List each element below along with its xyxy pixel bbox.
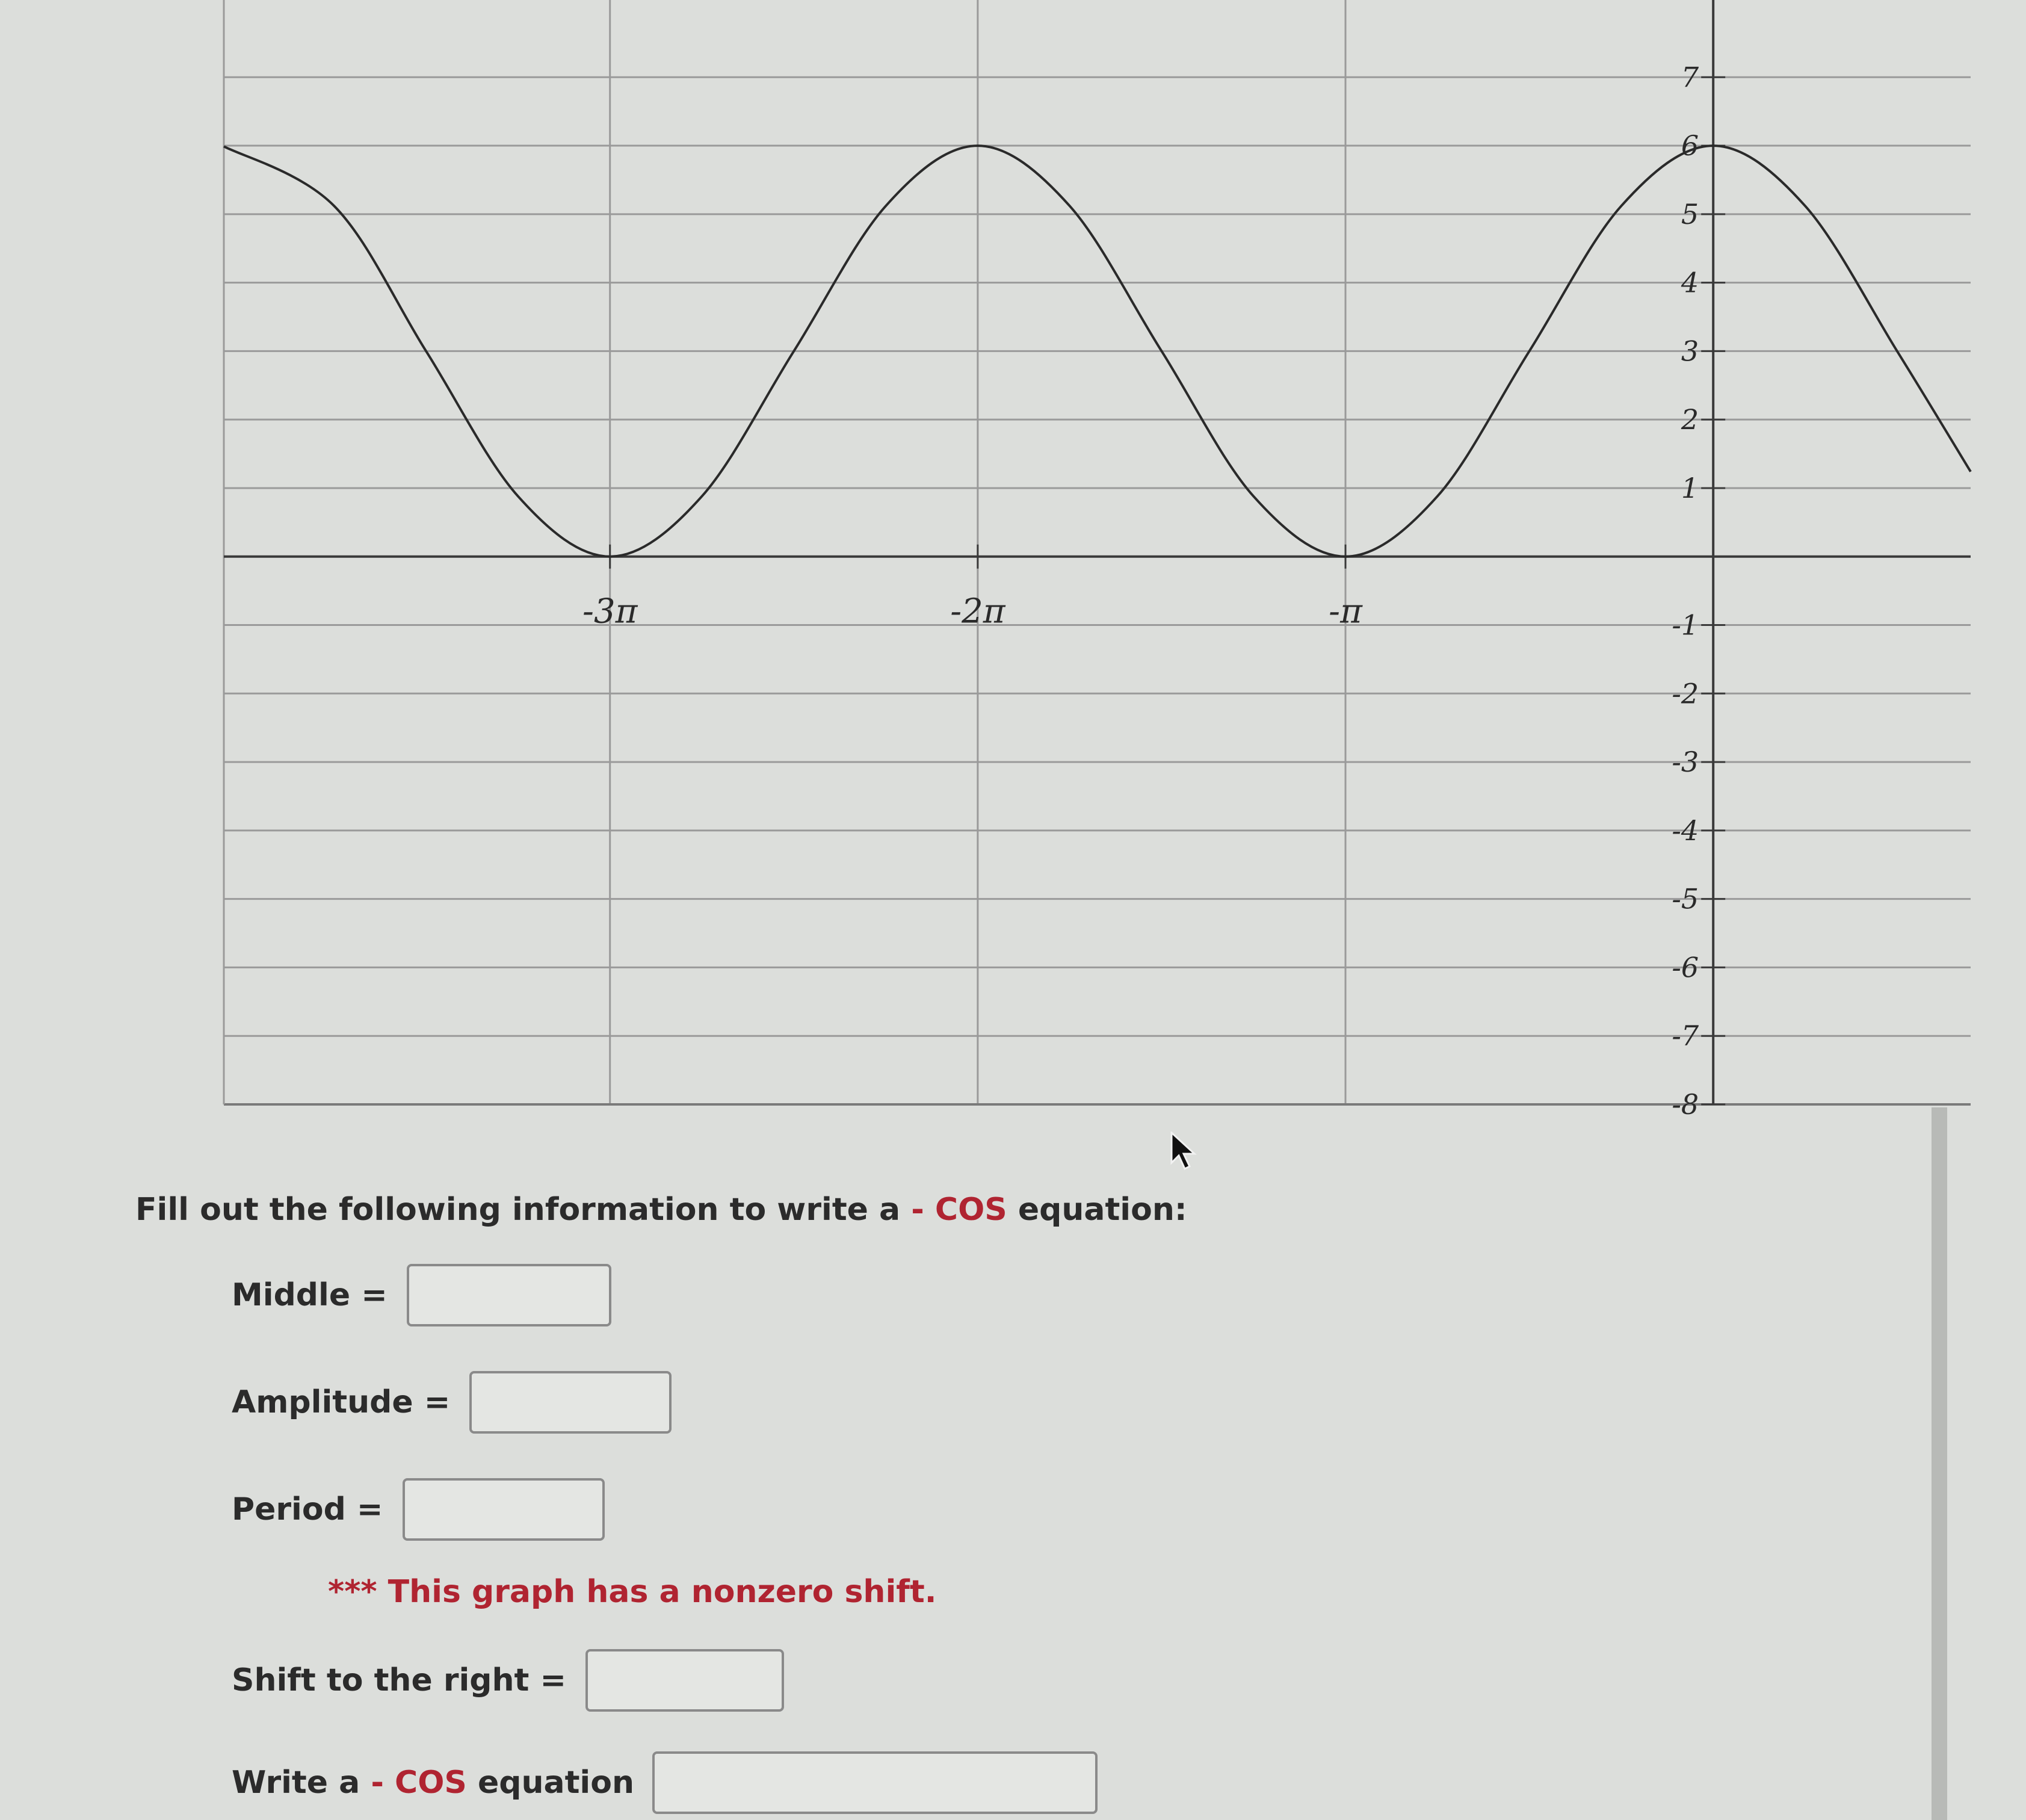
- form-prompt: [135, 1192, 1187, 1228]
- period-input[interactable]: [403, 1478, 605, 1541]
- equation-func-name: - COS: [371, 1765, 467, 1801]
- mouse-pointer-icon: [1170, 1131, 1197, 1171]
- period-label: Period =: [232, 1491, 394, 1528]
- shift-input[interactable]: [585, 1649, 784, 1712]
- y-tick-label: -8: [1672, 1088, 1699, 1121]
- y-tick-label: -1: [1672, 608, 1699, 642]
- y-tick-label: -6: [1672, 951, 1699, 984]
- y-tick-label: 6: [1681, 129, 1699, 162]
- equation-row: [232, 1751, 1098, 1814]
- period-row: [232, 1478, 605, 1541]
- prompt-text-after: equation:: [1007, 1192, 1187, 1228]
- middle-input[interactable]: [407, 1264, 611, 1326]
- y-tick-label: -2: [1672, 677, 1699, 710]
- middle-label: Middle =: [232, 1277, 398, 1313]
- prompt-text-before: Fill out the following information to write a: [135, 1192, 912, 1228]
- equation-label: [232, 1765, 634, 1801]
- y-tick-label: 1: [1681, 471, 1699, 504]
- middle-row: [232, 1264, 611, 1326]
- y-tick-label: -5: [1672, 882, 1699, 915]
- equation-label-before: Write a: [232, 1765, 371, 1801]
- window-edge: [1932, 1107, 1947, 1820]
- equation-form: [135, 1180, 1880, 1820]
- prompt-func-name: - COS: [911, 1192, 1007, 1228]
- amplitude-input[interactable]: [469, 1371, 672, 1434]
- x-tick-label: -3π: [582, 592, 638, 631]
- y-tick-label: -3: [1672, 746, 1699, 779]
- equation-label-after: equation: [466, 1765, 634, 1801]
- y-tick-label: -4: [1672, 814, 1699, 847]
- y-tick-label: 3: [1681, 335, 1699, 368]
- amplitude-row: [232, 1371, 672, 1434]
- shift-notice: *** This graph has a nonzero shift.: [328, 1574, 937, 1610]
- y-tick-label: 5: [1681, 197, 1699, 231]
- x-tick-label: -2π: [950, 592, 1005, 631]
- x-tick-label: -π: [1329, 592, 1362, 631]
- equation-input[interactable]: [652, 1751, 1098, 1814]
- y-tick-label: 7: [1681, 61, 1699, 94]
- y-tick-label: 2: [1681, 403, 1699, 436]
- shift-label: Shift to the right =: [232, 1662, 578, 1698]
- y-tick-label: -7: [1672, 1020, 1699, 1053]
- y-tick-label: 4: [1681, 266, 1699, 299]
- shift-row: [232, 1649, 784, 1712]
- amplitude-label: Amplitude =: [232, 1384, 462, 1420]
